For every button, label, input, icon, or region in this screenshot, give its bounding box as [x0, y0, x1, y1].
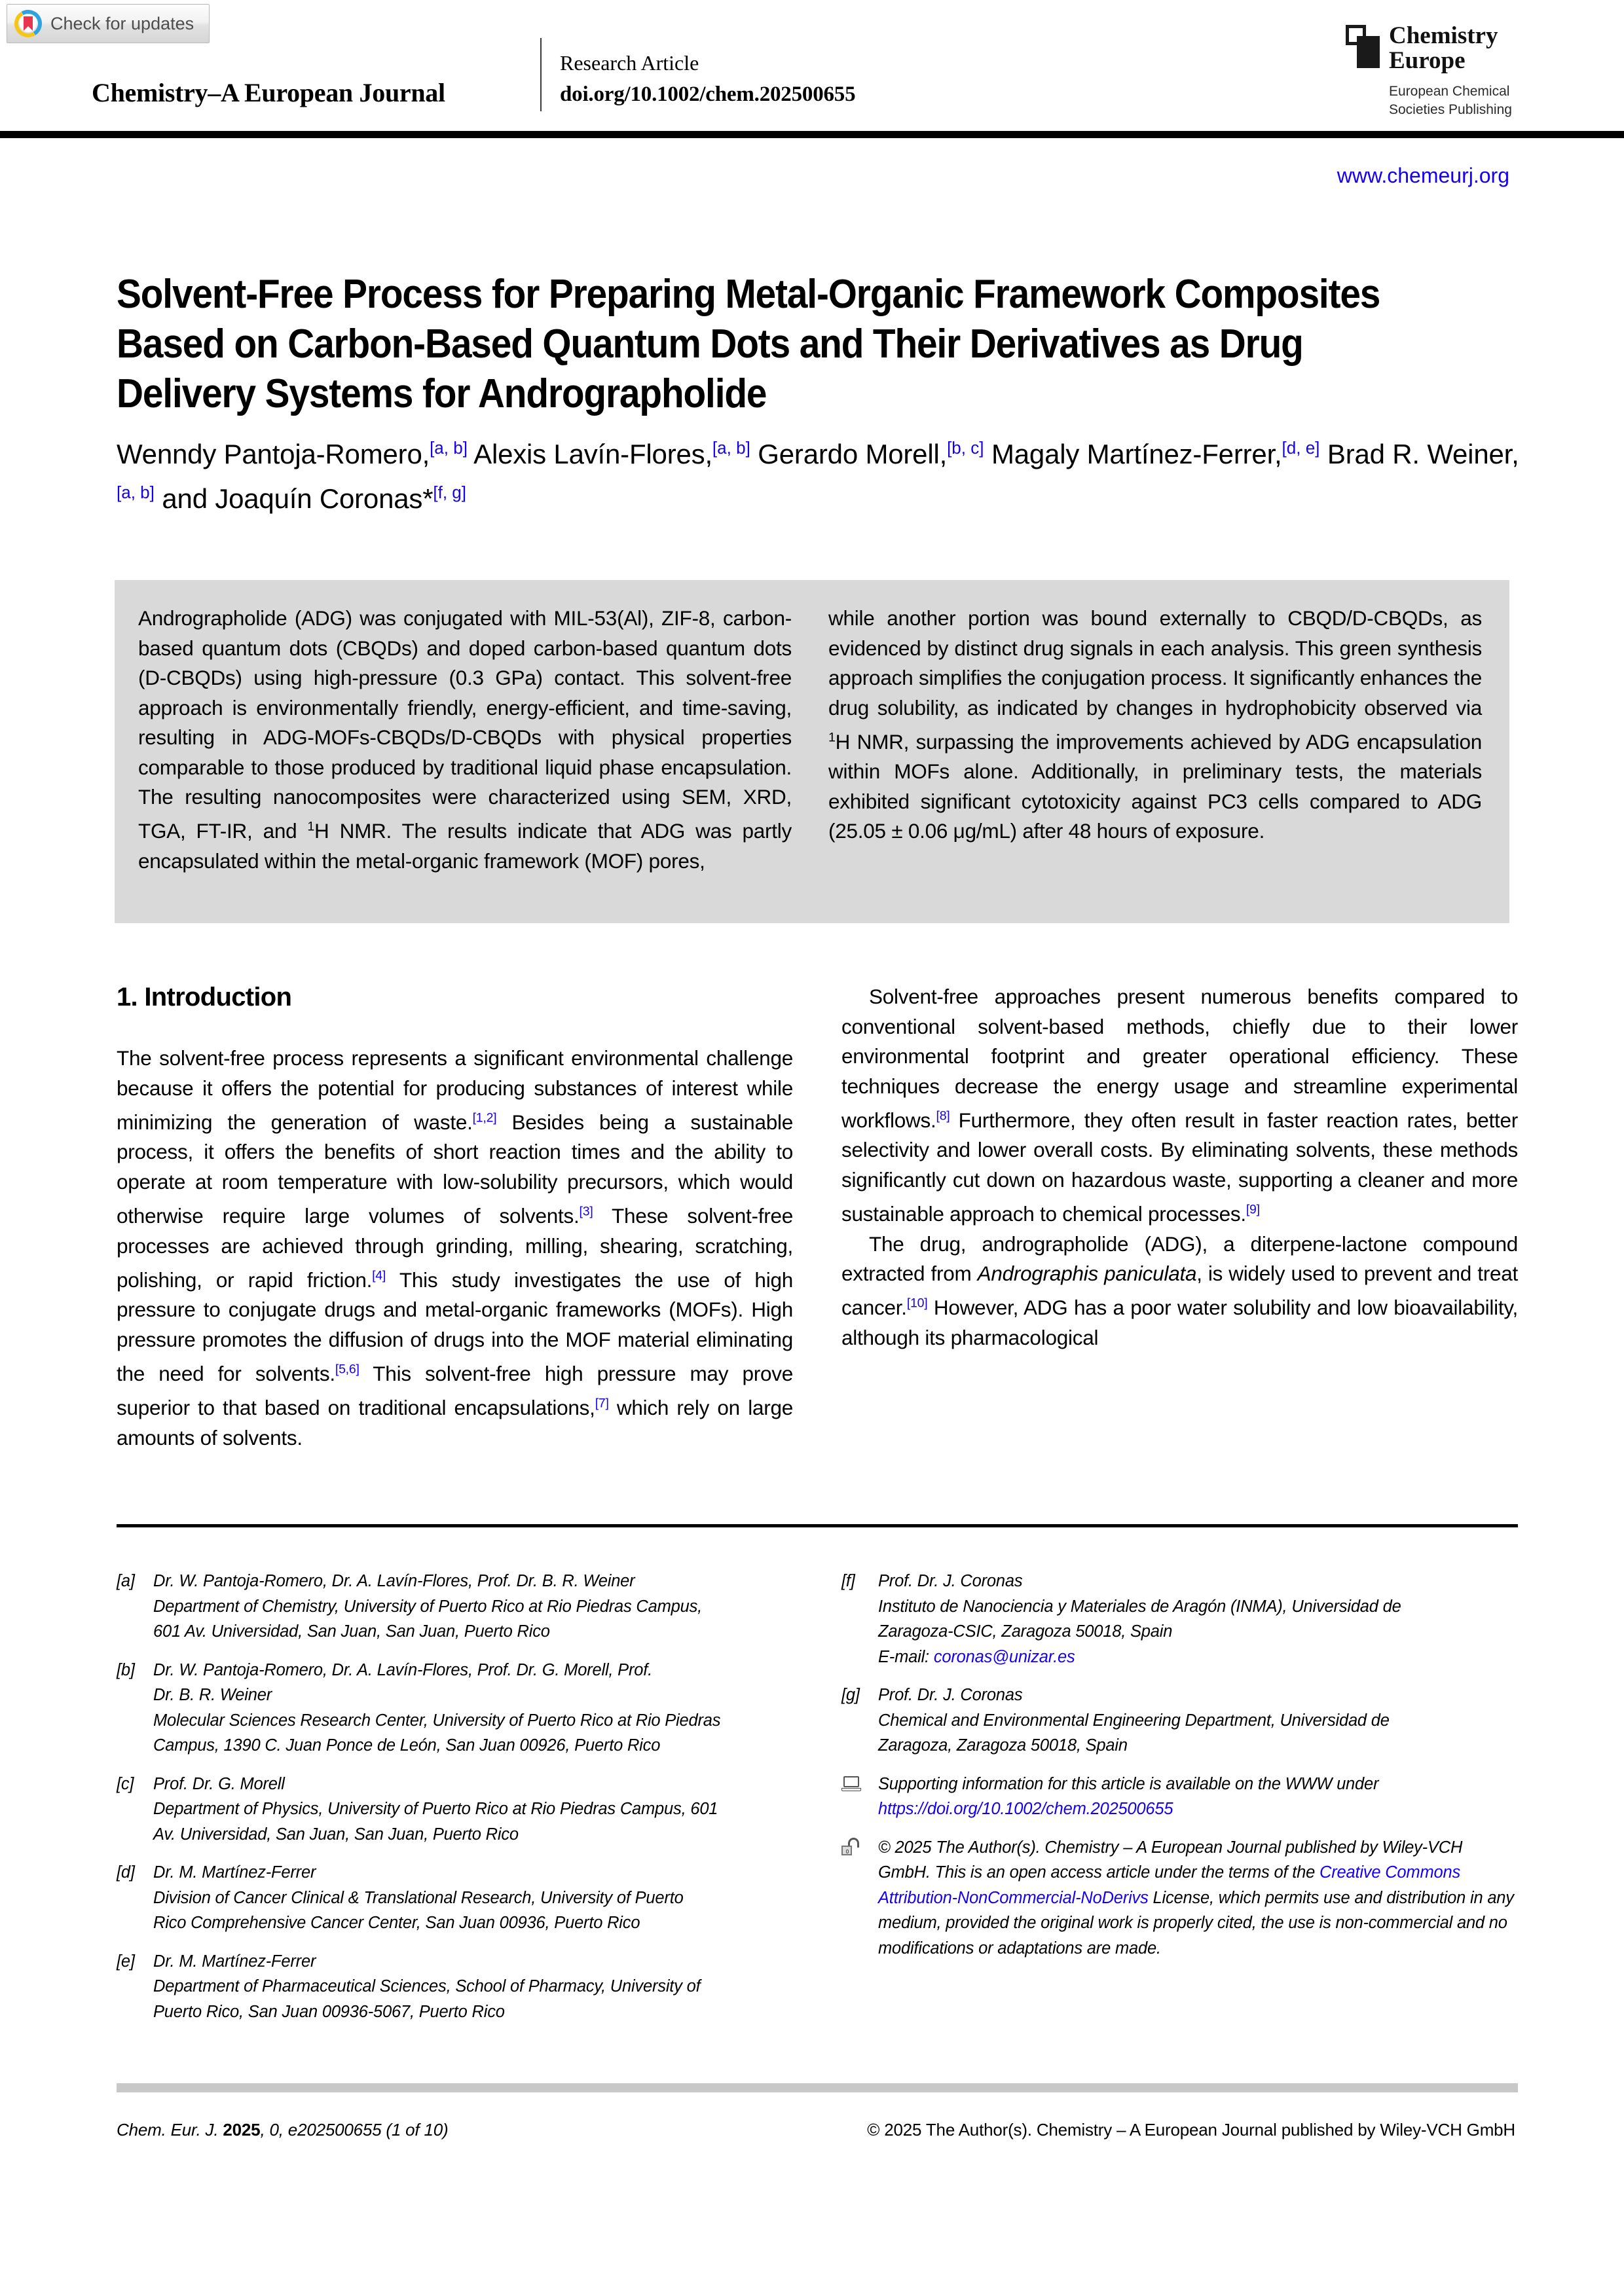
- abstract-column-left: Andrographolide (ADG) was conjugated with MIL-53(Al), ZIF-8, carbon-based quantum dots (CBQDs) and doped carbon-based quantum dots (D-CBQDs) using high-pressure (0.3 GPa) contact. This solvent-free approach is environmentally friendly, energy-efficient, and time-saving, resulting in ADG-MOFs-CBQDs/D-CBQDs with physical properties comparable to those produced by traditional liquid phase encapsulation. The resulting nanocomposites were characterized using SEM, XRD, TGA, FT-IR, and $^1$H NMR. The results indicate that ADG was partly encapsulated within the metal-organic framework (MOF) pores,: [138, 606, 792, 873]
- affiliation-line: Dr. W. Pantoja-Romero, Dr. A. Lavín-Flores, Prof. Dr. B. R. Weiner: [153, 1572, 635, 1590]
- page-title: Solvent-Free Process for Preparing Metal-Organic Framework Composites Based on Carbon-Based Quantum Dots and Their Derivatives as Drug Delivery Systems for Andrographolide: [117, 271, 1380, 416]
- affiliation-line: Prof. Dr. J. Coronas: [878, 1686, 1023, 1704]
- affiliation-item: [117, 1569, 793, 1645]
- abstract-column-right: while another portion was bound externally to CBQD/D-CBQDs, as evidenced by distinct drug signals in each analysis. This green synthesis approach simplifies the conjugation process. It significantly enhances the drug solubility, as indicated by changes in hydrophobicity observed via $^1$H NMR, surpassing the improvements achieved by ADG encapsulation within MOFs alone. Additionally, in preliminary tests, the materials exhibited significant cytotoxicity against PC3 cells compared to ADG (25.05 ± 0.06 μg/mL) after 48 hours of exposure.: [828, 606, 1482, 843]
- footer-bar: [117, 2083, 1518, 2092]
- author-list: [117, 429, 1524, 518]
- affiliation-line: Dr. M. Martínez-Ferrer: [153, 1863, 316, 1882]
- author-affil-marks[interactable]: [d, e]: [1282, 438, 1320, 458]
- author-name: and Joaquín Coronas*: [162, 483, 434, 514]
- article-type-label: Research Article: [560, 51, 699, 75]
- supporting-information-note: [841, 1772, 1518, 1822]
- affiliation-line: Av. Universidad, San Juan, San Juan, Puerto Rico: [153, 1825, 519, 1844]
- affiliation-body: [153, 1772, 793, 1848]
- author-entry: [162, 483, 466, 514]
- affiliation-item: [117, 1658, 793, 1758]
- footnote-rule: [117, 1524, 1518, 1527]
- author-name: Wenndy Pantoja-Romero,: [117, 439, 430, 469]
- affiliation-item: [117, 1772, 793, 1848]
- affiliation-line: Department of Chemistry, University of Puerto Rico at Rio Piedras Campus,: [153, 1597, 703, 1616]
- affiliation-line: Prof. Dr. G. Morell: [153, 1774, 285, 1793]
- affiliation-line: Puerto Rico, San Juan 00936-5067, Puerto Rico: [153, 2002, 505, 2021]
- affiliation-item: [117, 1860, 793, 1936]
- citation-prefix: Chem. Eur. J.: [117, 2120, 223, 2140]
- author-entry: [991, 439, 1320, 469]
- affiliation-tag: [e]: [117, 1952, 135, 1971]
- open-access-text-part2: License, which permits use and distribution in any medium, provided the original work is properly cited, the use is non-commercial and no modifications or adaptations are made.: [878, 1888, 1514, 1958]
- affiliation-line: Chemical and Environmental Engineering Department, Universidad de: [878, 1711, 1390, 1730]
- doi-text[interactable]: doi.org/10.1002/chem.202500655: [560, 82, 856, 106]
- open-lock-icon: [841, 1835, 878, 1961]
- author-entry: [758, 439, 984, 469]
- author-affil-marks[interactable]: [f, g]: [433, 483, 466, 502]
- open-access-text-part1: © 2025 The Author(s). Chemistry – A European Journal published by Wiley-VCH GmbH. This is an open access article under the terms of the: [878, 1838, 1463, 1882]
- runhead-article-meta: [560, 47, 855, 110]
- affiliation-line: Rico Comprehensive Cancer Center, San Juan 00936, Puerto Rico: [153, 1914, 640, 1932]
- affiliation-body: [878, 1683, 1518, 1758]
- footnotes: [117, 1569, 1518, 2037]
- affiliation-line: Dr. B. R. Weiner: [153, 1686, 272, 1704]
- citation-year: 2025: [223, 2120, 261, 2140]
- ce-logo-line1: Chemistry: [1389, 22, 1498, 49]
- abstract-box: [115, 580, 1509, 923]
- affiliation-line: Department of Physics, University of Puerto Rico at Rio Piedras Campus, 601: [153, 1800, 718, 1818]
- intro-paragraph-1: The solvent-free process represents a significant environmental challenge because it offers the potential for producing substances of interest while minimizing the generation of waste.[1,2] Besides being a sustainable process, it offers the benefits of short reaction times and the ability to operate at room temperature with low-solubility precursors, which would otherwise require large volumes of solvents.[3] These solvent-free processes are achieved through grinding, milling, shearing, scratching, polishing, or rapid friction.[4] This study investigates the use of high pressure to conjugate drugs and metal-organic frameworks (MOFs). High pressure promotes the diffusion of drugs into the MOF material eliminating the need for solvents.[5,6] This solvent-free high pressure may prove superior to that based on traditional encapsulations,[7] which rely on large amounts of solvents.: [117, 1046, 794, 1449]
- header-rule: [0, 131, 1624, 138]
- section-heading-introduction: 1. Introduction: [117, 983, 292, 1011]
- affiliation-line: Zaragoza, Zaragoza 50018, Spain: [878, 1736, 1128, 1755]
- author-name: Gerardo Morell,: [758, 439, 948, 469]
- running-head: [0, 0, 1624, 143]
- author-entry: [473, 439, 750, 469]
- affiliation-line: Instituto de Nanociencia y Materiales de Aragón (INMA), Universidad de: [878, 1597, 1401, 1616]
- affiliation-item: [841, 1683, 1518, 1758]
- author-affil-marks[interactable]: [a, b]: [712, 438, 750, 458]
- author-name: Magaly Martínez-Ferrer,: [991, 439, 1282, 469]
- affiliation-line: Zaragoza-CSIC, Zaragoza 50018, Spain: [878, 1622, 1173, 1641]
- affiliation-line: Division of Cancer Clinical & Translational Research, University of Puerto: [153, 1888, 684, 1907]
- affiliation-item: [841, 1569, 1518, 1669]
- author-affil-marks[interactable]: [a, b]: [430, 438, 468, 458]
- open-access-note: [841, 1835, 1518, 1961]
- laptop-icon: [841, 1772, 878, 1822]
- affiliation-tag: [b]: [117, 1660, 135, 1679]
- affiliation-body: [153, 1949, 793, 2025]
- journal-name: Chemistry–A European Journal: [92, 78, 445, 107]
- affiliation-line: 601 Av. Universidad, San Juan, San Juan, Puerto Rico: [153, 1622, 550, 1641]
- author-affil-marks[interactable]: [a, b]: [117, 483, 155, 502]
- journal-url-link[interactable]: www.chemeurj.org: [1337, 164, 1509, 187]
- footnote-column-left: [117, 1569, 793, 2037]
- supporting-info-text: Supporting information for this article is available on the WWW under: [878, 1774, 1379, 1793]
- author-name: Brad R. Weiner,: [1327, 439, 1519, 469]
- intro-paragraph-3: The drug, andrographolide (ADG), a diterpene-lactone compound extracted from Andrographis paniculata, is widely used to prevent and treat cancer.[10] However, ADG has a poor water solubility and low bioavailability, although its pharmacological: [841, 1231, 1518, 1350]
- ce-logo-line2: Europe: [1389, 47, 1466, 74]
- footer-copyright: © 2025 The Author(s). Chemistry – A European Journal published by Wiley-VCH GmbH: [867, 2120, 1515, 2140]
- affiliation-line: Campus, 1390 C. Juan Ponce de León, San Juan 00926, Puerto Rico: [153, 1736, 661, 1755]
- author-entry: [117, 439, 468, 469]
- check-for-updates-label: Check for updates: [50, 13, 194, 33]
- citation-suffix: , 0, e202500655 (1 of 10): [260, 2120, 449, 2140]
- affiliation-body: [153, 1569, 793, 1645]
- runhead-divider: [540, 38, 542, 111]
- ce-tagline-line1: European Chemical: [1389, 84, 1510, 99]
- footnote-column-right: [841, 1569, 1518, 2037]
- affiliation-tag: [a]: [117, 1572, 135, 1590]
- affiliation-item: [117, 1949, 793, 2025]
- chemistry-europe-logo: [1346, 24, 1568, 119]
- affiliation-tag: [c]: [117, 1774, 134, 1793]
- body-column-right: [841, 982, 1518, 1493]
- affiliation-tag: [d]: [117, 1863, 135, 1882]
- affiliation-tag: [f]: [841, 1572, 855, 1590]
- license-link[interactable]: Creative Commons Attribution-NonCommercial-NoDerivs: [878, 1863, 1461, 1907]
- ce-tagline-line2: Societies Publishing: [1389, 102, 1512, 117]
- affiliation-line: Department of Pharmaceutical Sciences, School of Pharmacy, University of: [153, 1977, 701, 1995]
- author-affil-marks[interactable]: [b, c]: [947, 438, 984, 458]
- affiliation-tag: [g]: [841, 1686, 860, 1704]
- affiliation-body: [153, 1860, 793, 1936]
- intro-paragraph-2: Solvent-free approaches present numerous benefits compared to conventional solvent-based methods, chiefly due to their lower environmental footprint and greater operational efficiency. These techniques decrease the energy usage and streamline experimental workflows.[8] Furthermore, they often result in faster reaction rates, better selectivity and lower overall costs. By eliminating solvents, these methods significantly cut down on hazardous waste, supporting a cleaner and more sustainable approach to chemical processes.[9]: [841, 985, 1518, 1226]
- chemistry-europe-mark-icon: [1346, 25, 1380, 68]
- citation-line: [117, 2120, 448, 2140]
- supporting-info-doi-link[interactable]: https://doi.org/10.1002/chem.202500655: [878, 1800, 1173, 1818]
- corresponding-email-link[interactable]: coronas@unizar.es: [933, 1647, 1075, 1666]
- affiliation-body: [153, 1658, 793, 1758]
- article-body: [117, 982, 1518, 1493]
- affiliation-line: Dr. W. Pantoja-Romero, Dr. A. Lavín-Flores, Prof. Dr. G. Morell, Prof.: [153, 1660, 653, 1679]
- affiliation-line: Prof. Dr. J. Coronas: [878, 1572, 1023, 1590]
- affiliation-line: Dr. M. Martínez-Ferrer: [153, 1952, 316, 1971]
- author-name: Alexis Lavín-Flores,: [473, 439, 712, 469]
- email-line: [878, 1645, 1518, 1670]
- email-label: E-mail:: [878, 1647, 934, 1666]
- affiliation-body: [878, 1569, 1518, 1669]
- body-column-left: [117, 982, 793, 1493]
- affiliation-line: Molecular Sciences Research Center, University of Puerto Rico at Rio Piedras: [153, 1711, 721, 1730]
- page-footer: [117, 2120, 1518, 2140]
